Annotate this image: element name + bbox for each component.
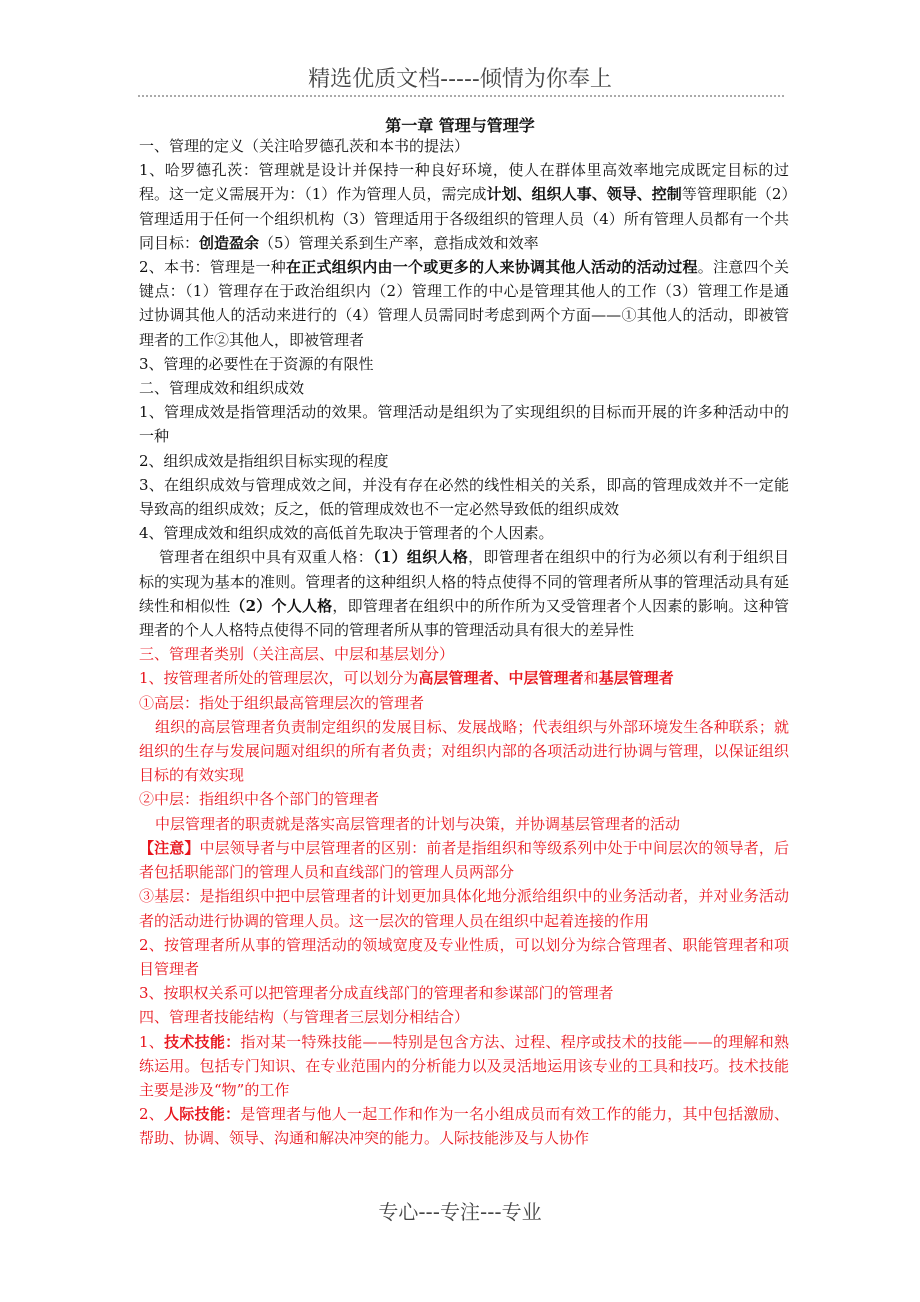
bold-text: （1）组织人格 [373,548,469,567]
bold-text: 计划、组织人事、领导、控制 [486,185,682,204]
text-run: 是管理者与他人一起工作和作为一名小组成员而有效工作的能力，其中包括激励、帮助、协调、领导、沟通和解决冲突的能力。人际技能涉及与人协作 [139,1105,789,1148]
paragraph [139,642,789,666]
text-run: ②中层：指组织中各个部门的管理者 [139,790,380,809]
bold-text: 创造盈余 [199,233,260,252]
document-body [139,134,789,1151]
text-run: 1、管理成效是指管理活动的效果。管理活动是组织为了实现组织的目标而开展的许多种活动中的一种 [139,403,789,446]
bold-text: 高层管理者、中层管理者 [418,669,584,688]
paragraph [139,787,789,811]
text-run: 3、管理的必要性在于资源的有限性 [139,354,374,373]
bold-text: 在正式组织内由一个或更多的人来协调其他人活动的活动过程 [286,258,698,277]
text-run: 4、管理成效和组织成效的高低首先取决于管理者的个人因素。 [139,524,554,543]
page-header: 精选优质文档-----倾情为你奉上 [308,67,612,92]
paragraph [139,545,789,642]
paragraph [139,1005,789,1029]
bold-text: 【注意】 [139,838,200,857]
text-run: 2、 [139,1105,165,1124]
paragraph [139,812,789,836]
header-divider [138,95,784,97]
text-run: 1、 [139,1032,165,1051]
paragraph [139,981,789,1005]
paragraph [139,255,789,352]
paragraph [139,158,789,255]
text-run: 中层领导者与中层管理者的区别：前者是指组织和等级系列中处于中间层次的领导者，后者包括职能部门的管理人员和直线部门的管理人员两部分 [139,838,789,882]
text-run: 一、管理的定义（关注哈罗德孔茨和本书的提法） [139,137,470,155]
text-run: 1、按管理者所处的管理层次，可以划分为 [139,669,419,688]
text-run: 二、管理成效和组织成效 [139,379,305,398]
text-run: 1、哈罗德孔茨：管理就是设计并保持一种良好环境，使人在群体里高效率地完成既定目标的过程。这一定义需展开为：（1）作为管理人员，需完成 [139,161,789,204]
text-run: 四、管理者技能结构（与管理者三层划分相结合） [139,1008,470,1027]
bold-text: 人际技能： [164,1105,241,1124]
paragraph [139,400,789,448]
text-run: 3、按职权关系可以把管理者分成直线部门的管理者和参谋部门的管理者 [139,984,614,1003]
text-run: 2、组织成效是指组织目标实现的程度 [139,451,389,470]
text-run: 指对某一特殊技能——特别是包含方法、过程、程序或技术的技能——的理解和熟练运用。包括专门知识、在专业范围内的分析能力以及灵活地运用该专业的工具和技巧。技术技能主要是涉及“物”的工作 [139,1032,789,1099]
text-run: ，即管理者在组织中的行为必须以有利于组织目标的实现为基本的准则。管理者的这种组织人格的特点使得不同的管理者所从事的管理活动具有延续性和相似性 [139,548,789,615]
text-run: 等管理职能（2）管理适用于任何一个组织机构（3）管理适用于各级组织的管理人员（4）所有管理人员都有一个共同目标： [139,185,789,252]
paragraph [139,376,789,400]
paragraph [139,715,789,788]
paragraph [139,473,789,521]
text-run: ③基层：是指组织中把中层管理者的计划更加具体化地分派给组织中的业务活动者，并对业务活动者的活动进行协调的管理人员。这一层次的管理人员在组织中起着连接的作用 [139,887,789,930]
paragraph [139,521,789,545]
text-run: （5）管理关系到生产率，意指成效和效率 [259,233,539,252]
chapter-title: 第一章 管理与管理学 [385,116,535,135]
text-run: ，即管理者在组织中的所作所为又受管理者个人因素的影响。这种管理者的个人人格特点使得不同的管理者所从事的管理活动具有很大的差异性 [139,596,789,640]
text-run: 中层管理者的职责就是落实高层管理者的计划与决策，并协调基层管理者的活动 [155,814,681,833]
paragraph [139,134,789,158]
text-run: 组织的高层管理者负责制定组织的发展目标、发展战略；代表组织与外部环境发生各种联系；就组织的生存与发展问题对组织的所有者负责；对组织内部的各项活动进行协调与管理，以保证组织目标的有效实现 [139,717,789,785]
paragraph [139,933,789,981]
text-run: 三、管理者类别（关注高层、中层和基层划分） [139,645,455,664]
text-run: 3、在组织成效与管理成效之间，并没有存在必然的线性相关的关系，即高的管理成效并不一定能导致高的组织成效；反之，低的管理成效也不一定必然导致低的组织成效 [139,475,789,519]
paragraph [139,1030,789,1103]
bold-text: （2）个人人格 [230,596,333,615]
paragraph [139,884,789,932]
text-run: 和 [583,669,599,688]
text-run: 2、本书：管理是一种 [139,258,287,277]
paragraph [139,666,789,690]
paragraph [139,836,789,884]
text-run: ①高层：指处于组织最高管理层次的管理者 [139,693,425,712]
paragraph [139,691,789,715]
bold-text: 技术技能： [164,1032,241,1051]
text-run: 。注意四个关键点：（1）管理存在于政治组织内（2）管理工作的中心是管理其他人的工作（3）管理工作是通过协调其他人的活动来进行的（4）管理人员需同时考虑到两个方面——①其他人的活动，即被管理者的工作②其他人，即被管理者 [139,258,789,349]
text-run: 管理者在组织中具有双重人格： [159,548,374,567]
paragraph [139,352,789,376]
text-run: 2、按管理者所从事的管理活动的领域宽度及专业性质，可以划分为综合管理者、职能管理者和项目管理者 [139,935,789,978]
paragraph [139,1102,789,1150]
page-footer: 专心---专注---专业 [378,1200,542,1224]
bold-text: 基层管理者 [598,669,674,688]
paragraph [139,449,789,473]
